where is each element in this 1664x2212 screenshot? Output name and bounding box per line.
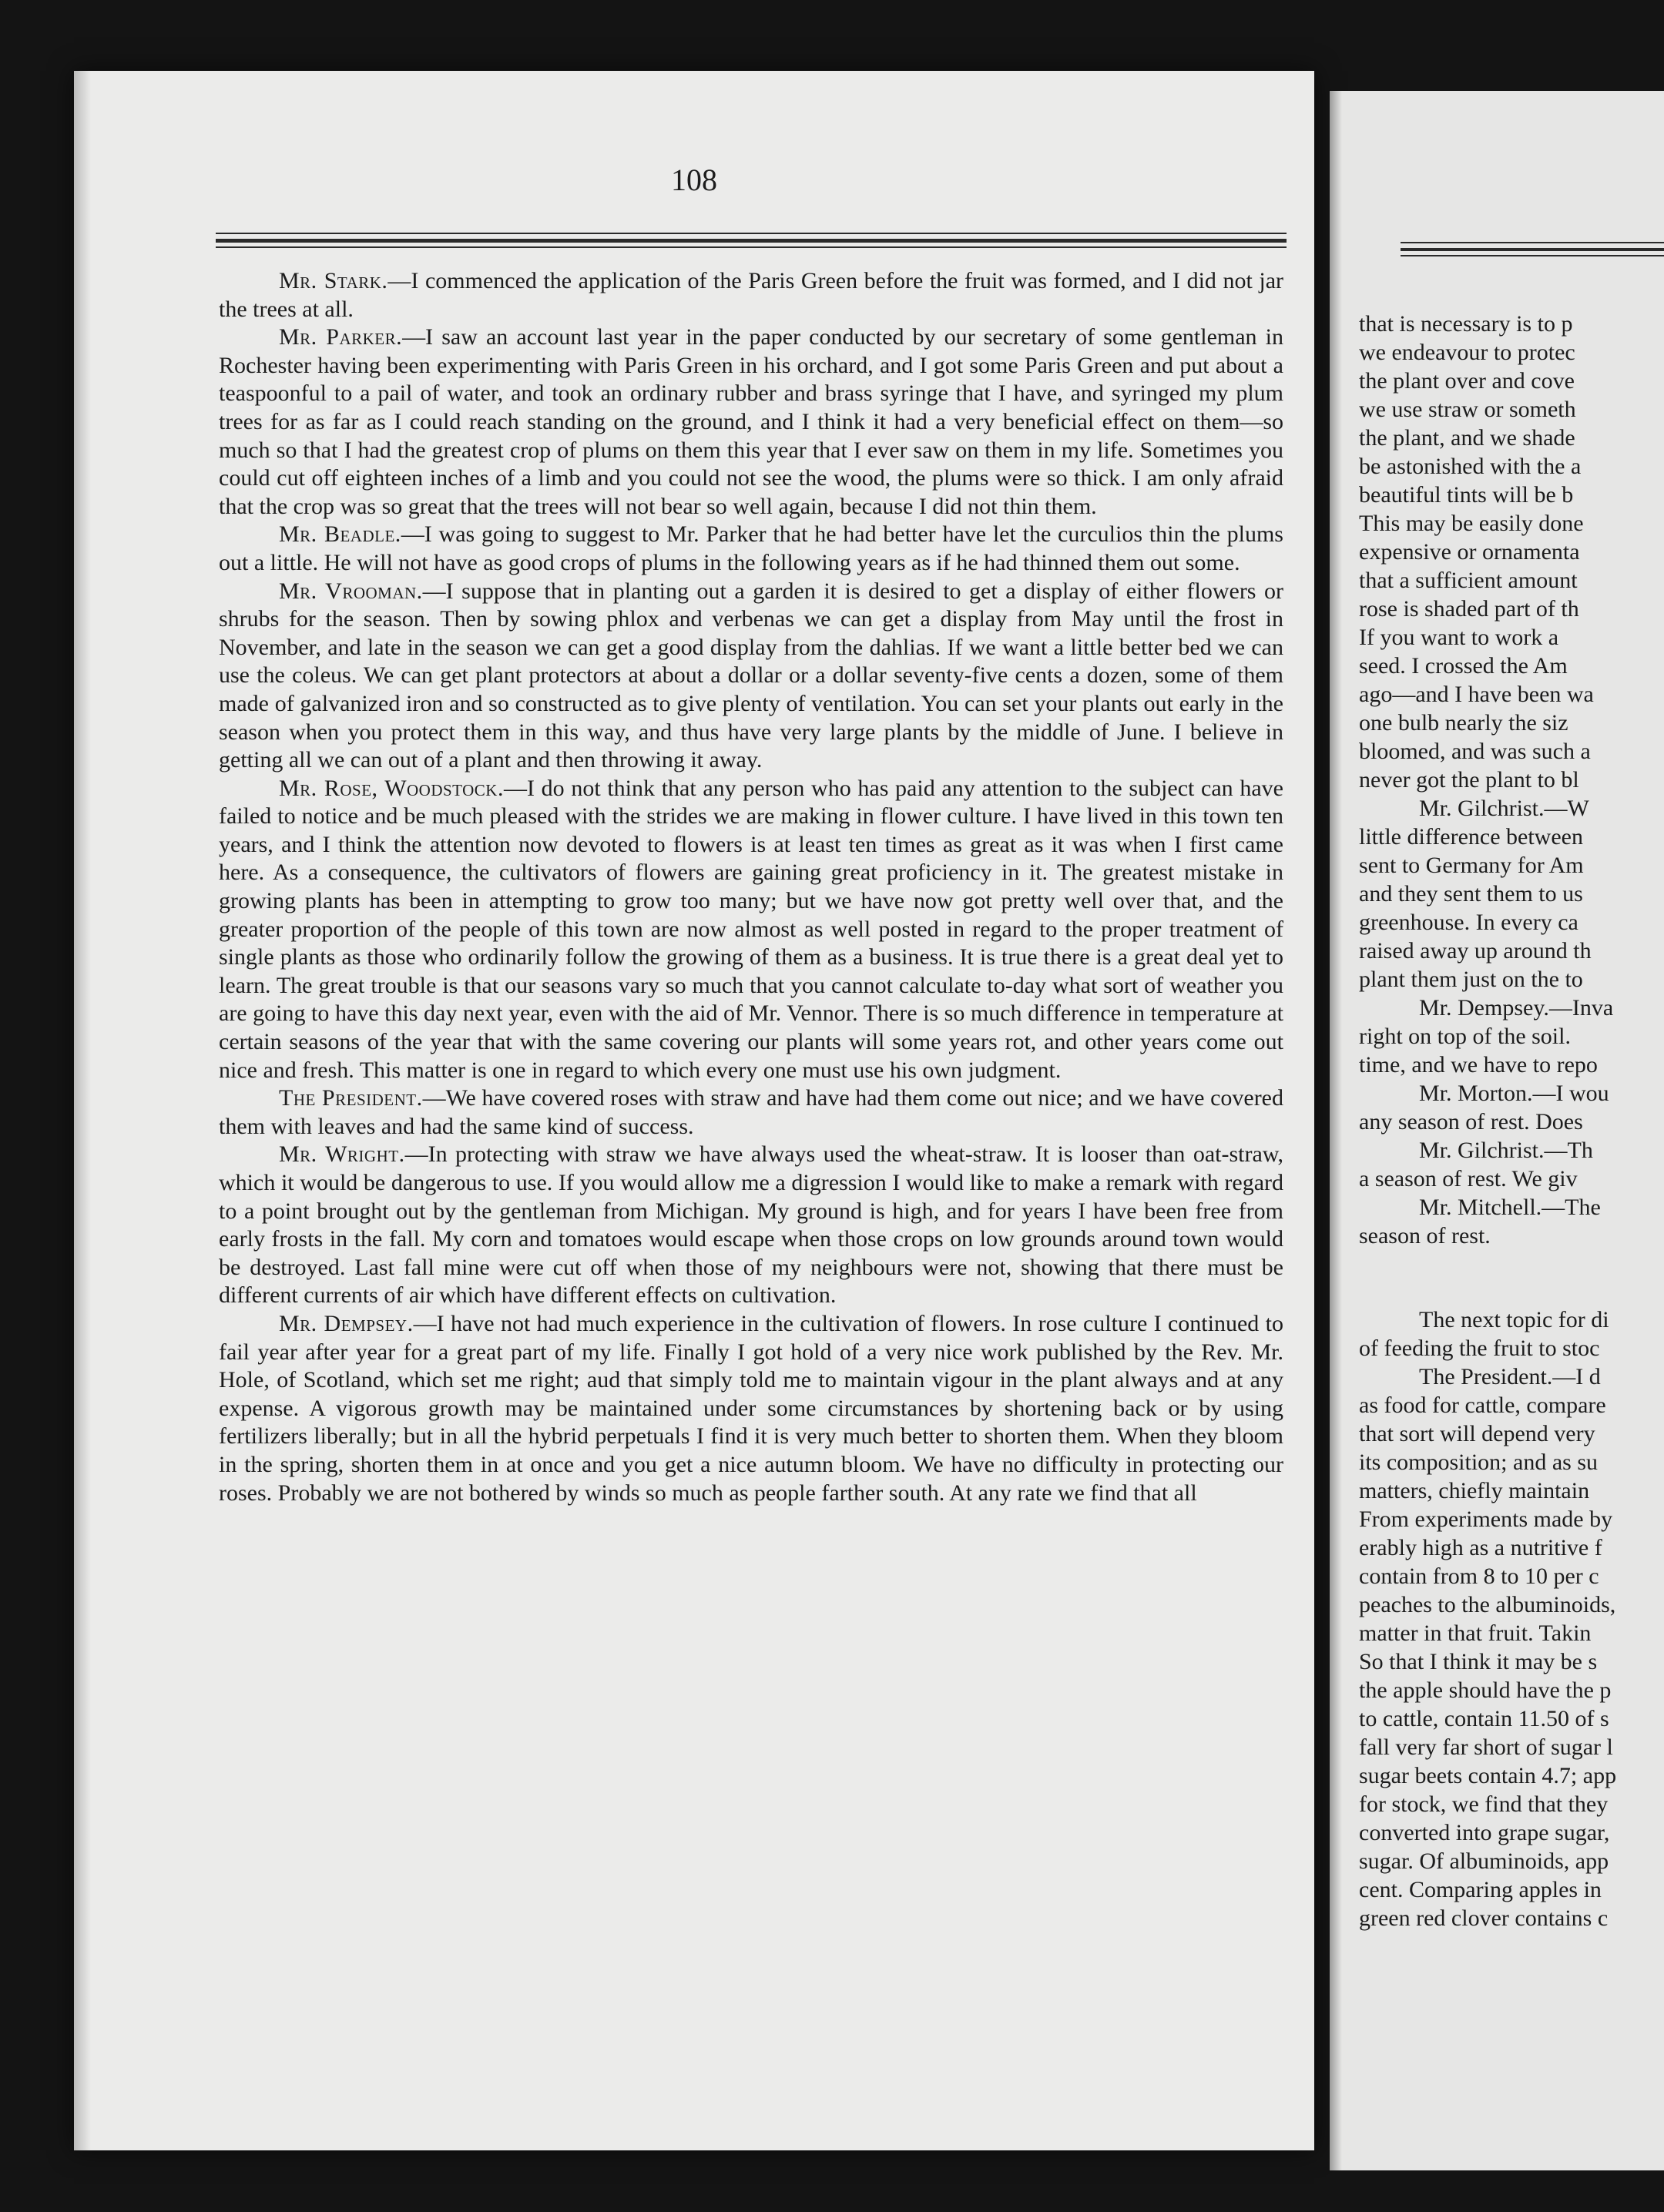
text-line: fall very far short of sugar l <box>1359 1734 1613 1760</box>
section-gap <box>1359 1250 1664 1305</box>
right-page-gutter-shadow <box>1330 91 1342 2170</box>
speaker-name: Mr. Stark. <box>279 268 388 293</box>
text-line: and they sent them to us <box>1359 881 1583 907</box>
left-page-text-column <box>219 267 1283 1507</box>
text-line: we endeavour to protec <box>1359 340 1575 365</box>
text-line: to cattle, contain 11.50 of s <box>1359 1706 1609 1731</box>
right-page-text-column <box>1359 310 1664 1932</box>
text-line: So that I think it may be s <box>1359 1649 1598 1674</box>
header-rule-thick <box>216 239 1287 243</box>
text-line: we use straw or someth <box>1359 397 1576 422</box>
paragraph <box>219 1141 1283 1310</box>
text-line: The President.—I d <box>1419 1364 1601 1389</box>
text-line: little difference between <box>1359 824 1583 850</box>
text-line: green red clover contains c <box>1359 1905 1609 1931</box>
text-line: Mr. Gilchrist.—W <box>1419 796 1589 821</box>
text-line: be astonished with the a <box>1359 454 1582 479</box>
text-line: that a sufficient amount <box>1359 568 1578 593</box>
paragraph-text: —I suppose that in planting out a garden it is desired to get a display of either flowers or shrubs for the season. Then by sowing phlox and verbenas we can get a display from May until the frost in November, and late in the season we can get a good display from the dahlias. If we want a little better bed we can use the coleus. We can get plant protectors at about a dollar or a dollar seventy-five cents a dozen, some of them made of galvanized iron and so constructed as to give plenty of ventilation. You can set your plants out early in the season when you protect them in this way, and thus have very large plants by the middle of June. I believe in getting all we can out of a plant and then throwing it away. <box>219 578 1283 773</box>
speaker-name: Mr. Wright. <box>279 1141 405 1168</box>
text-line: the plant over and cove <box>1359 368 1575 394</box>
text-line: peaches to the albuminoids, <box>1359 1592 1616 1617</box>
text-line: Mr. Mitchell.—The <box>1419 1195 1601 1220</box>
paragraph <box>219 578 1283 775</box>
right-header-rule-bottom <box>1401 255 1664 256</box>
text-line: bloomed, and was such a <box>1359 739 1591 764</box>
speaker-name: Mr. Rose, Woodstock. <box>279 775 504 801</box>
text-line: beautiful tints will be b <box>1359 482 1574 508</box>
text-line: Mr. Morton.—I wou <box>1419 1081 1609 1106</box>
paragraph-text: —I saw an account last year in the paper conducted by our secretary of some gentleman in Rochester having been experimenting with Paris Green in his orchard, and I got some Paris Green and put about a teaspoonful to a pail of water, and took an ordinary rubber and brass syringe that I have, and syringed my plum trees for as far as I could reach standing on the ground, and I think it had a very beneficial effect on them—so much so that I had the greatest crop of plums on them this year that I ever saw on them in my life. Sometimes you could cut off eighteen inches of a limb and you could not see the wood, the plums were so thick. I am only afraid that the crop was so great that the trees will not bear so well again, because I did not thin them. <box>219 324 1283 519</box>
right-page <box>1330 91 1664 2170</box>
text-line: any season of rest. Does <box>1359 1109 1583 1134</box>
header-rule-bottom <box>216 246 1287 248</box>
paragraph-text: —I have not had much experience in the cultivation of flowers. In rose culture I continued to fail year after year for a great part of my life. Finally I got hold of a very nice work published by the Rev. Mr. Hole, of Scotland, which set me right; aud that simply told me to maintain vigour in the plant always and at any expense. A vigorous growth may be maintained under some circumstances by shortening back or by using fertilizers liberally; but in all the hybrid perpetuals I find it is very much better to shorten them. When they bloom in the spring, shorten them in at once and you get a nice autumn bloom. We have no difficulty in protecting our roses. Probably we are not bothered by winds so much as people farther south. At any rate we find that all <box>219 1310 1283 1506</box>
text-line: matters, chiefly maintain <box>1359 1478 1590 1503</box>
header-rule-top <box>216 233 1287 234</box>
text-line: as food for cattle, compare <box>1359 1393 1606 1418</box>
page-number: 108 <box>671 163 717 197</box>
text-line: If you want to work a <box>1359 625 1559 650</box>
text-line: Mr. Dempsey.—Inva <box>1419 995 1614 1021</box>
speaker-name: Mr. Parker. <box>279 324 403 350</box>
paragraph <box>219 1310 1283 1507</box>
right-header-rule-top <box>1401 242 1664 243</box>
text-line: converted into grape sugar, <box>1359 1820 1610 1845</box>
text-line: ago—and I have been wa <box>1359 682 1594 707</box>
text-line: sugar. Of albuminoids, app <box>1359 1848 1609 1874</box>
text-line: The next topic for di <box>1419 1307 1609 1332</box>
text-line: matter in that fruit. Takin <box>1359 1620 1592 1646</box>
text-line: Mr. Gilchrist.—Th <box>1419 1138 1593 1163</box>
speaker-name: Mr. Dempsey. <box>279 1310 414 1336</box>
paragraph <box>219 1084 1283 1141</box>
text-line: time, and we have to repo <box>1359 1052 1598 1078</box>
text-line: contain from 8 to 10 per c <box>1359 1563 1599 1589</box>
text-line: expensive or ornamenta <box>1359 539 1580 565</box>
paragraph <box>219 267 1283 323</box>
right-header-rule-thick <box>1401 248 1664 251</box>
text-line: greenhouse. In every ca <box>1359 910 1578 935</box>
page-gutter-shadow <box>74 71 91 2150</box>
text-line: the apple should have the p <box>1359 1677 1612 1703</box>
paragraph-text: —I do not think that any person who has paid any attention to the subject can have failed to notice and be much pleased with the strides we are making in flower culture. I have lived in this town ten years, and I think the attention now devoted to flowers is at least ten times as great as it was when I first came here. As a consequence, the cultivators of flowers are gaining great proficiency in it. The greatest mistake in growing plants has been in attempting to grow too many; but we have now got pretty well over that, and the greater proportion of the people of this town are now almost as well posted in regard to the proper treatment of single plants as those who ordinarily follow the growing of them as a business. It is true there is a great deal yet to learn. The great trouble is that our seasons vary so much that you cannot calculate to-day what sort of weather you are going to have this day next year, even with the aid of Mr. Vennor. There is so much difference in temperature at certain seasons of the year that with the same covering our plants will some years rot, and other years come out nice and fresh. This matter is one in regard to which every one must use his own judgment. <box>219 775 1283 1083</box>
text-line: From experiments made by <box>1359 1507 1613 1532</box>
paragraph <box>219 775 1283 1085</box>
speaker-name: Mr. Vrooman. <box>279 578 423 604</box>
text-line: sugar beets contain 4.7; app <box>1359 1763 1617 1788</box>
paragraph-text: —I commenced the application of the Paris Green before the fruit was formed, and I did not jar the trees at all. <box>219 268 1283 322</box>
text-line: never got the plant to bl <box>1359 767 1579 793</box>
text-line: right on top of the soil. <box>1359 1024 1571 1049</box>
text-line: plant them just on the to <box>1359 967 1583 992</box>
paragraph-text: —I was going to suggest to Mr. Parker that he had better have let the curculios thin the plums out a little. He will not have as good crops of plums in the following years as if he had thinned them out some. <box>219 521 1283 575</box>
paragraph-text: —In protecting with straw we have always used the wheat-straw. It is looser than oat-straw, which it would be dangerous to use. If you would allow me a digression I would like to make a remark with regard to a point brought out by the gentleman from Michigan. My ground is high, and for years I have been free from early frosts in the fall. My corn and tomatoes would escape when those crops on low grounds around town would be destroyed. Last fall mine were cut off when those of my neighbours were not, showing that there must be different currents of air which have different effects on cultivation. <box>219 1141 1283 1309</box>
paragraph <box>219 323 1283 521</box>
text-line: seed. I crossed the Am <box>1359 653 1568 679</box>
text-line: of feeding the fruit to stoc <box>1359 1336 1600 1361</box>
text-line: that sort will depend very <box>1359 1421 1595 1446</box>
text-line: a season of rest. We giv <box>1359 1166 1578 1191</box>
left-page <box>74 71 1314 2150</box>
speaker-name: The President. <box>279 1085 423 1111</box>
text-line: season of rest. <box>1359 1223 1491 1248</box>
text-line: one bulb nearly the siz <box>1359 710 1568 736</box>
speaker-name: Mr. Beadle. <box>279 521 401 548</box>
text-line: its composition; and as su <box>1359 1450 1598 1475</box>
text-line: for stock, we find that they <box>1359 1791 1609 1817</box>
text-line: This may be easily done <box>1359 511 1584 536</box>
paragraph-text: —We have covered roses with straw and have had them come out nice; and we have covered them with leaves and had the same kind of success. <box>219 1085 1284 1139</box>
text-line: erably high as a nutritive f <box>1359 1535 1602 1560</box>
text-line: cent. Comparing apples in <box>1359 1877 1602 1902</box>
text-line: rose is shaded part of th <box>1359 596 1579 622</box>
text-line: raised away up around th <box>1359 938 1592 964</box>
text-line: the plant, and we shade <box>1359 425 1575 451</box>
text-line: that is necessary is to p <box>1359 311 1573 337</box>
text-line: sent to Germany for Am <box>1359 853 1584 878</box>
paragraph <box>219 521 1283 577</box>
